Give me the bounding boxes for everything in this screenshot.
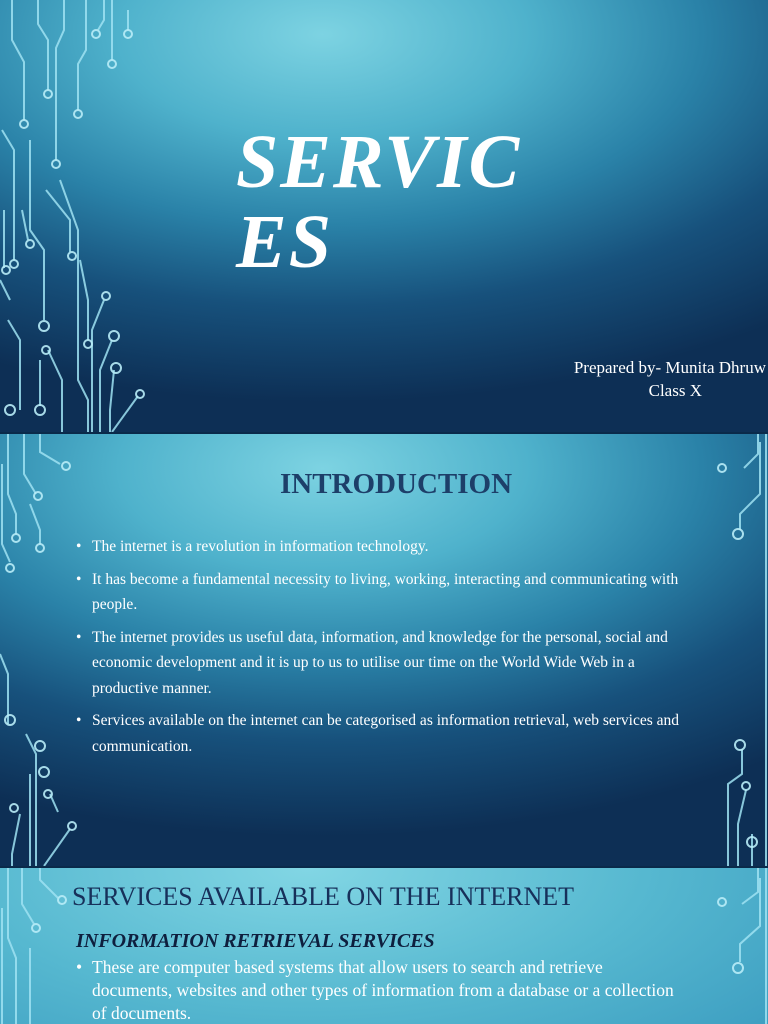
title-line-1: SERVIC: [236, 120, 522, 204]
services-heading: SERVICES AVAILABLE ON THE INTERNET: [72, 882, 575, 911]
bullet-text: The internet is a revolution in information technology.: [92, 538, 429, 555]
bullet-icon: •: [76, 628, 82, 646]
bullet-text: The internet provides us useful data, information, and knowledge for the personal, social and economic development and it is up to us to utilise our time on the World Wide Web in a productive manner.: [92, 628, 668, 697]
introduction-slide: [0, 434, 768, 866]
bullet-icon: •: [76, 570, 82, 588]
list-item: [76, 625, 696, 702]
introduction-heading: INTRODUCTION: [279, 468, 513, 500]
bullet-icon: •: [76, 538, 82, 555]
bullet-text: It has become a fundamental necessity to living, working, interacting and communicating with people.: [92, 570, 679, 613]
information-retrieval-subheading: INFORMATION RETRIEVAL SERVICES: [76, 930, 435, 952]
title-line-2: ES: [236, 200, 333, 284]
introduction-bullet-list: [76, 534, 696, 766]
presentation-title: [236, 122, 536, 282]
bullet-text: These are computer based systems that allow users to search and retrieve documents, websites and other types of information from a database or a collection of documents.: [92, 957, 674, 1023]
bullet-text: Services available on the internet can be categorised as information retrieval, web services and communication.: [92, 712, 680, 755]
bullet-icon: •: [76, 712, 82, 729]
title-slide: [0, 0, 768, 432]
author-block: [541, 356, 766, 402]
circuit-decoration-right-icon: [708, 868, 768, 1024]
list-item: [76, 567, 696, 618]
list-item: [76, 956, 676, 1024]
circuit-decoration-left-icon: [0, 868, 70, 1024]
class-text: Class X: [648, 381, 702, 400]
list-item: [76, 534, 696, 560]
services-bullet-list: [76, 956, 676, 1024]
bullet-icon: •: [76, 957, 83, 977]
circuit-decoration-icon: [0, 0, 160, 432]
prepared-by-text: Prepared by- Munita Dhruw: [573, 358, 766, 377]
list-item: [76, 708, 696, 759]
services-slide: [0, 868, 768, 1024]
